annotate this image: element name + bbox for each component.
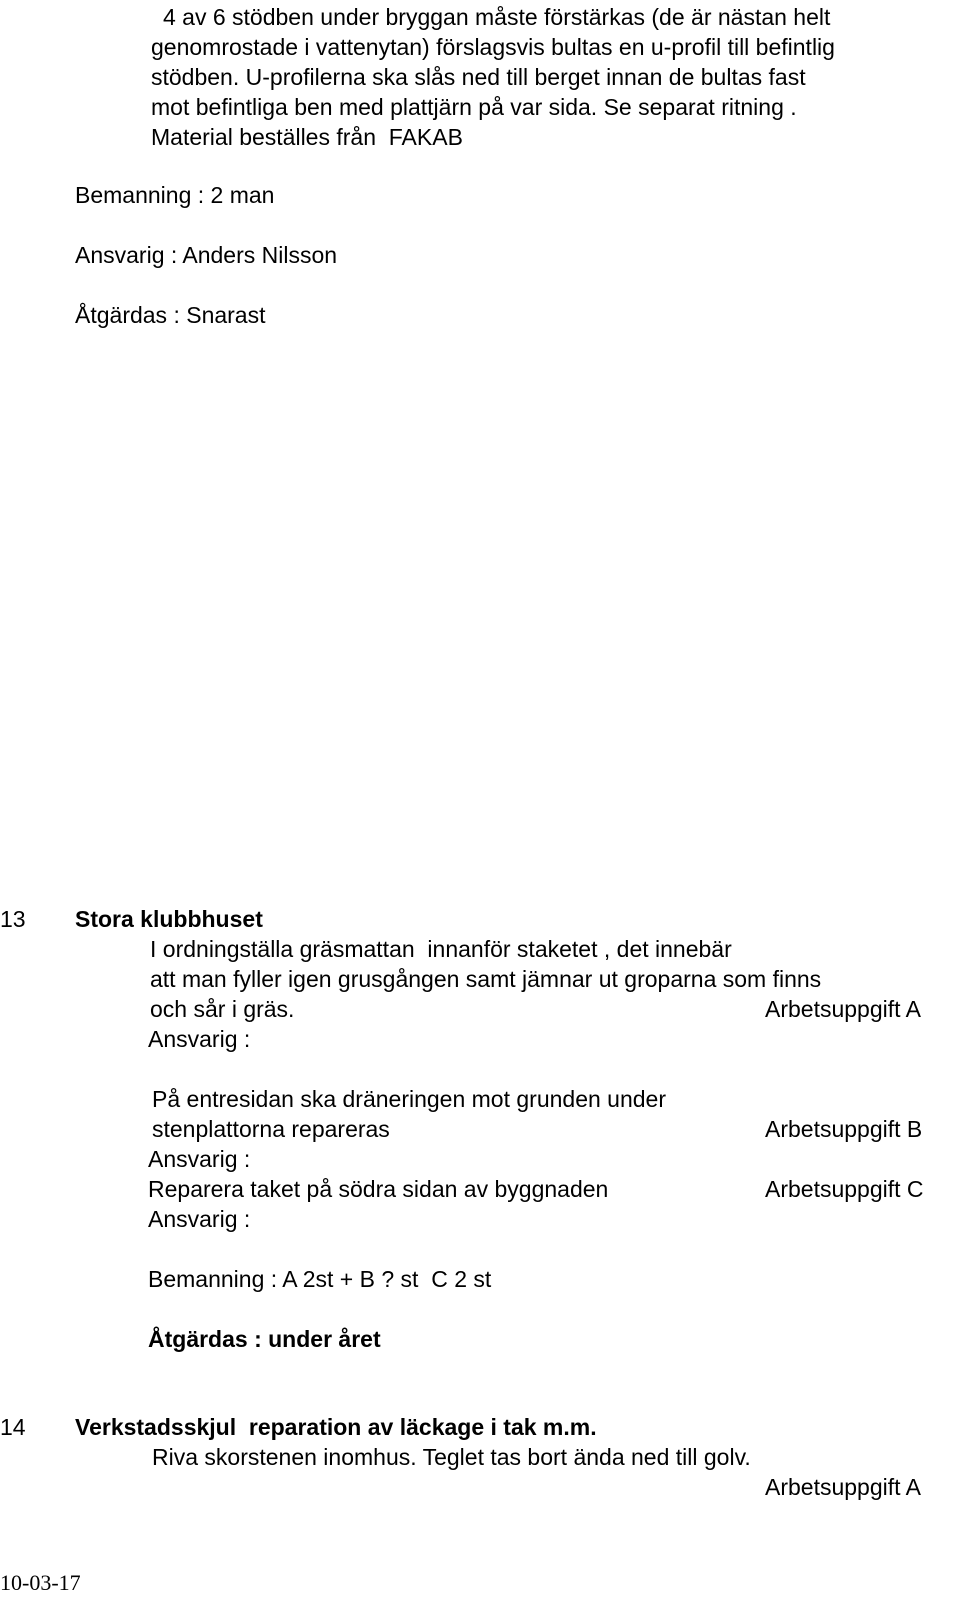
paragraph-line: 4 av 6 stödben under bryggan måste förstärkas (de är nästan helt — [163, 4, 831, 30]
description-line: och sår i gräs. — [150, 996, 295, 1022]
paragraph-line: stödben. U-profilerna ska slås ned till berget innan de bultas fast — [151, 64, 806, 90]
description-line: stenplattorna repareras — [152, 1116, 390, 1142]
paragraph-line: genomrostade i vattenytan) förslagsvis bultas en u-profil till befintlig — [151, 34, 835, 60]
item-number: 13 — [0, 906, 26, 932]
item-title: Stora klubbhuset — [75, 906, 263, 932]
staffing-text: Bemanning : 2 man — [75, 182, 275, 208]
paragraph-line: mot befintliga ben med plattjärn på var sida. Se separat ritning . — [151, 94, 797, 120]
action-text: Åtgärdas : Snarast — [75, 302, 266, 328]
action-text: Åtgärdas : under året — [148, 1326, 381, 1352]
responsible-text: Ansvarig : Anders Nilsson — [75, 242, 338, 268]
description-line: Reparera taket på södra sidan av byggnaden — [148, 1176, 609, 1202]
paragraph-line: Material beställes från FAKAB — [151, 124, 463, 150]
task-label-a: Arbetsuppgift A — [765, 996, 921, 1022]
description-line: Riva skorstenen inomhus. Teglet tas bort ända ned till golv. — [152, 1444, 751, 1470]
description-line: att man fyller igen grusgången samt jämnar ut groparna som finns — [150, 966, 822, 992]
responsible-label: Ansvarig : — [148, 1206, 251, 1232]
footer-date: 10-03-17 — [0, 1570, 81, 1595]
task-label-b: Arbetsuppgift B — [765, 1116, 923, 1142]
item-title: Verkstadsskjul reparation av läckage i tak m.m. — [75, 1414, 597, 1440]
responsible-label: Ansvarig : — [148, 1026, 251, 1052]
task-label-c: Arbetsuppgift C — [765, 1176, 924, 1202]
staffing-text: Bemanning : A 2st + B ? st C 2 st — [148, 1266, 492, 1292]
item-number: 14 — [0, 1414, 26, 1440]
task-label-a: Arbetsuppgift A — [765, 1474, 921, 1500]
description-line: I ordningställa gräsmattan innanför staketet , det innebär — [150, 936, 732, 962]
description-line: På entresidan ska dräneringen mot grunden under — [152, 1086, 667, 1112]
responsible-label: Ansvarig : — [148, 1146, 251, 1172]
